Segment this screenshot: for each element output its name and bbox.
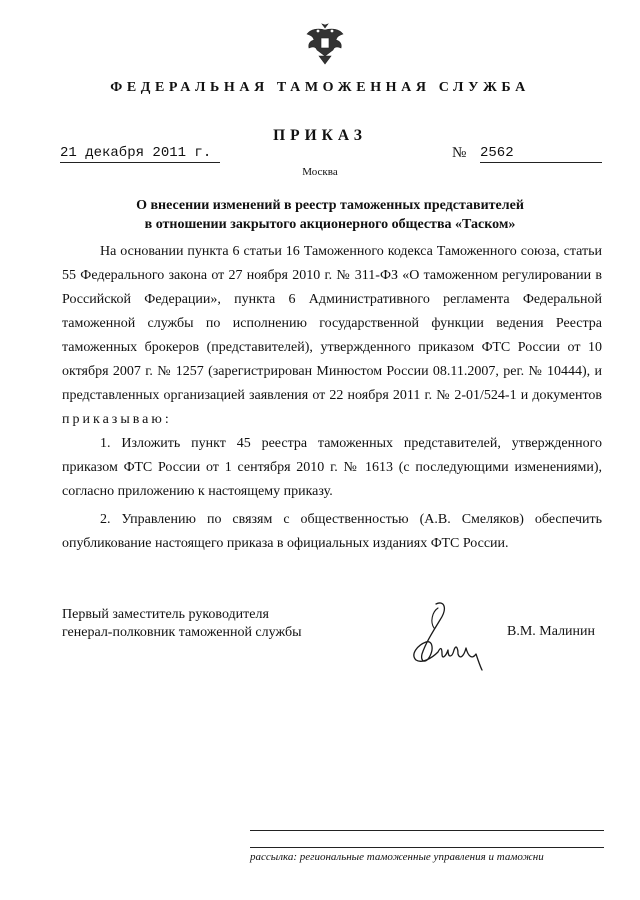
order-date: 21 декабря 2011 г. bbox=[60, 145, 220, 163]
item-1: 1. Изложить пункт 45 реестра таможенных представителей, утвержденного приказом ФТС России от 1 сентября 2010 г. № 1613 (с последующими изменениями), согласно приложению к настоящему приказу. bbox=[62, 436, 602, 499]
order-number-label: № bbox=[452, 145, 467, 161]
signer-position-line-1: Первый заместитель руководителя bbox=[62, 607, 269, 622]
preamble-text: На основании пункта 6 статьи 16 Таможенного кодекса Таможенного союза, статьи 55 Федерального закона от 27 ноября 2010 г. № 311-ФЗ «О таможенном регулировании в Российской Федерации», пункта 6 Административного регламента Федеральной таможенной службы по исполнению государственной функции ведения Реестра таможенных брокеров (представителей), утвержденного приказом ФТС России от 10 октября 2007 г. № 1257 (зарегистрирован Минюстом России 08.11.2007, рег. № 10444), и представленных организацией заявления от 22 ноября 2011 г. № 2-01/524-1 и документов bbox=[62, 244, 602, 403]
city: Москва bbox=[302, 166, 338, 178]
signer-position bbox=[62, 606, 301, 642]
distribution-list: рассылка: региональные таможенные управления и таможни bbox=[250, 847, 604, 863]
double-headed-eagle-emblem-icon bbox=[305, 22, 345, 66]
item-2: 2. Управлению по связям с общественностью (А.В. Смеляков) обеспечить опубликование настоящего приказа в официальных изданиях ФТС России. bbox=[62, 512, 602, 551]
footer-divider bbox=[250, 830, 604, 831]
signer-position-line-2: генерал-полковник таможенной службы bbox=[62, 625, 302, 640]
order-body bbox=[62, 240, 602, 556]
order-number: 2562 bbox=[480, 145, 602, 163]
agency-name: ФЕДЕРАЛЬНАЯ ТАМОЖЕННАЯ СЛУЖБА bbox=[110, 80, 530, 95]
signer-name: В.М. Малинин bbox=[507, 624, 596, 639]
order-word: приказываю: bbox=[62, 412, 172, 427]
handwritten-signature-icon bbox=[396, 598, 486, 674]
subject-line-1: О внесении изменений в реестр таможенных представителей bbox=[136, 198, 524, 213]
order-subject bbox=[60, 196, 600, 234]
document-title: ПРИКАЗ bbox=[273, 127, 367, 144]
subject-line-2: в отношении закрытого акционерного общества «Таском» bbox=[144, 217, 516, 232]
preamble-paragraph bbox=[62, 240, 602, 432]
